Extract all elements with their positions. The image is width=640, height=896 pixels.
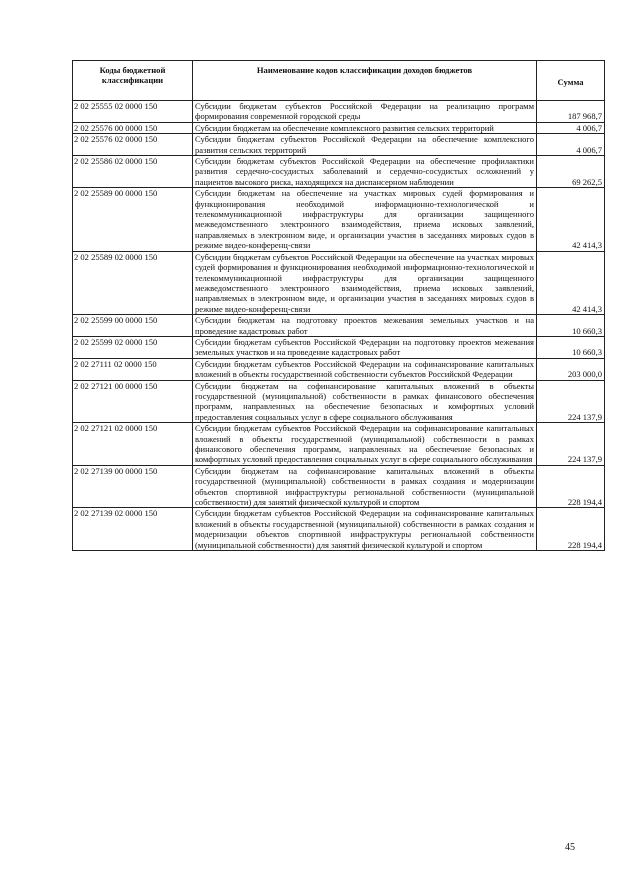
budget-income-table [72, 60, 605, 551]
table-row [73, 358, 605, 380]
name-cell: Субсидии бюджетам субъектов Российской Федерации на софинансирование капитальных вложений в объекты государственной (муниципальной) собственности в рамках финансового обеспечения программ, направленных на обеспечение безопасных и комфортных условий предоставления социальных услуг в сфере социального обслуживания [193, 423, 537, 466]
amount-cell: 10 660,3 [537, 336, 605, 358]
table-row [73, 134, 605, 156]
table-row [73, 380, 605, 423]
header-code: Коды бюджетной классификации [73, 61, 193, 101]
name-cell: Субсидии бюджетам на софинансирование капитальных вложений в объекты государственной (муниципальной) собственности в рамках создания и модернизации объектов спортивной инфраструктуры региональной собственности (муниципальной собственности) для занятий физической культурой и спортом [193, 465, 537, 508]
table-row [73, 508, 605, 551]
table-row [73, 465, 605, 508]
amount-cell: 4 006,7 [537, 134, 605, 156]
header-name: Наименование кодов классификации доходов бюджетов [193, 61, 537, 101]
name-cell: Субсидии бюджетам субъектов Российской Федерации на реализацию программ формирования современной городской среды [193, 101, 537, 123]
name-cell: Субсидии бюджетам на софинансирование капитальных вложений в объекты государственной (муниципальной) собственности в рамках финансового обеспечения программ, направленных на обеспечение безопасных и комфортных условий предоставления социальных услуг в сфере социального обслуживания [193, 380, 537, 423]
code-cell: 2 02 27111 02 0000 150 [73, 358, 193, 380]
table-body [73, 101, 605, 551]
code-cell: 2 02 25589 00 0000 150 [73, 188, 193, 251]
code-cell: 2 02 25586 02 0000 150 [73, 156, 193, 188]
amount-cell: 42 414,3 [537, 188, 605, 251]
name-cell: Субсидии бюджетам субъектов Российской Федерации на подготовку проектов межевания земельных участков и на проведение кадастровых работ [193, 336, 537, 358]
name-cell: Субсидии бюджетам субъектов Российской Федерации на обеспечение профилактики развития сердечно-сосудистых заболеваний и сердечно-сосудистых осложнений у пациентов высокого риска, находящихся на диспансерном наблюдении [193, 156, 537, 188]
amount-cell: 203 000,0 [537, 358, 605, 380]
table-header-row [73, 61, 605, 101]
code-cell: 2 02 27121 02 0000 150 [73, 423, 193, 466]
table-row [73, 122, 605, 133]
code-cell: 2 02 25555 02 0000 150 [73, 101, 193, 123]
name-cell: Субсидии бюджетам на обеспечение на участках мировых судей формирования и функционирования необходимой информационно-технологической и телекоммуникационной инфраструктуры для организации защищенного межведомственного электронного взаимодействия, приема исковых заявлений, направляемых в электронном виде, и организации участия в заседаниях мировых судов в режиме видео-конференц-связи [193, 188, 537, 251]
code-cell: 2 02 25576 00 0000 150 [73, 122, 193, 133]
amount-cell: 228 194,4 [537, 465, 605, 508]
amount-cell: 4 006,7 [537, 122, 605, 133]
code-cell: 2 02 25576 02 0000 150 [73, 134, 193, 156]
amount-cell: 10 660,3 [537, 315, 605, 337]
name-cell: Субсидии бюджетам на обеспечение комплексного развития сельских территорий [193, 122, 537, 133]
code-cell: 2 02 27139 02 0000 150 [73, 508, 193, 551]
header-amount: Сумма [537, 61, 605, 101]
code-cell: 2 02 27121 00 0000 150 [73, 380, 193, 423]
amount-cell: 42 414,3 [537, 251, 605, 314]
amount-cell: 224 137,9 [537, 380, 605, 423]
table-row [73, 423, 605, 466]
code-cell: 2 02 25599 02 0000 150 [73, 336, 193, 358]
code-cell: 2 02 27139 00 0000 150 [73, 465, 193, 508]
amount-cell: 228 194,4 [537, 508, 605, 551]
code-cell: 2 02 25589 02 0000 150 [73, 251, 193, 314]
amount-cell: 69 262,5 [537, 156, 605, 188]
name-cell: Субсидии бюджетам на подготовку проектов межевания земельных участков и на проведение кадастровых работ [193, 315, 537, 337]
name-cell: Субсидии бюджетам субъектов Российской Федерации на софинансирование капитальных вложений в объекты государственной (муниципальной) собственности в рамках создания и модернизации объектов спортивной инфраструктуры региональной собственности (муниципальной собственности) для занятий физической культурой и спортом [193, 508, 537, 551]
code-cell: 2 02 25599 00 0000 150 [73, 315, 193, 337]
page-number: 45 [565, 842, 575, 853]
table-row [73, 315, 605, 337]
amount-cell: 187 968,7 [537, 101, 605, 123]
table-row [73, 101, 605, 123]
name-cell: Субсидии бюджетам субъектов Российской Федерации на обеспечение комплексного развития сельских территорий [193, 134, 537, 156]
table-row [73, 156, 605, 188]
name-cell: Субсидии бюджетам субъектов Российской Федерации на софинансирование капитальных вложений в объекты государственной собственности субъектов Российской Федерации [193, 358, 537, 380]
amount-cell: 224 137,9 [537, 423, 605, 466]
table-row [73, 251, 605, 314]
table-row [73, 188, 605, 251]
table-row [73, 336, 605, 358]
name-cell: Субсидии бюджетам субъектов Российской Федерации на обеспечение на участках мировых судей формирования и функционирования необходимой информационно-технологической и телекоммуникационной инфраструктуры для организации защищенного межведомственного электронного взаимодействия, приема исковых заявлений, направляемых в электронном виде, и организации участия в заседаниях мировых судов в режиме видео-конференц-связи [193, 251, 537, 314]
